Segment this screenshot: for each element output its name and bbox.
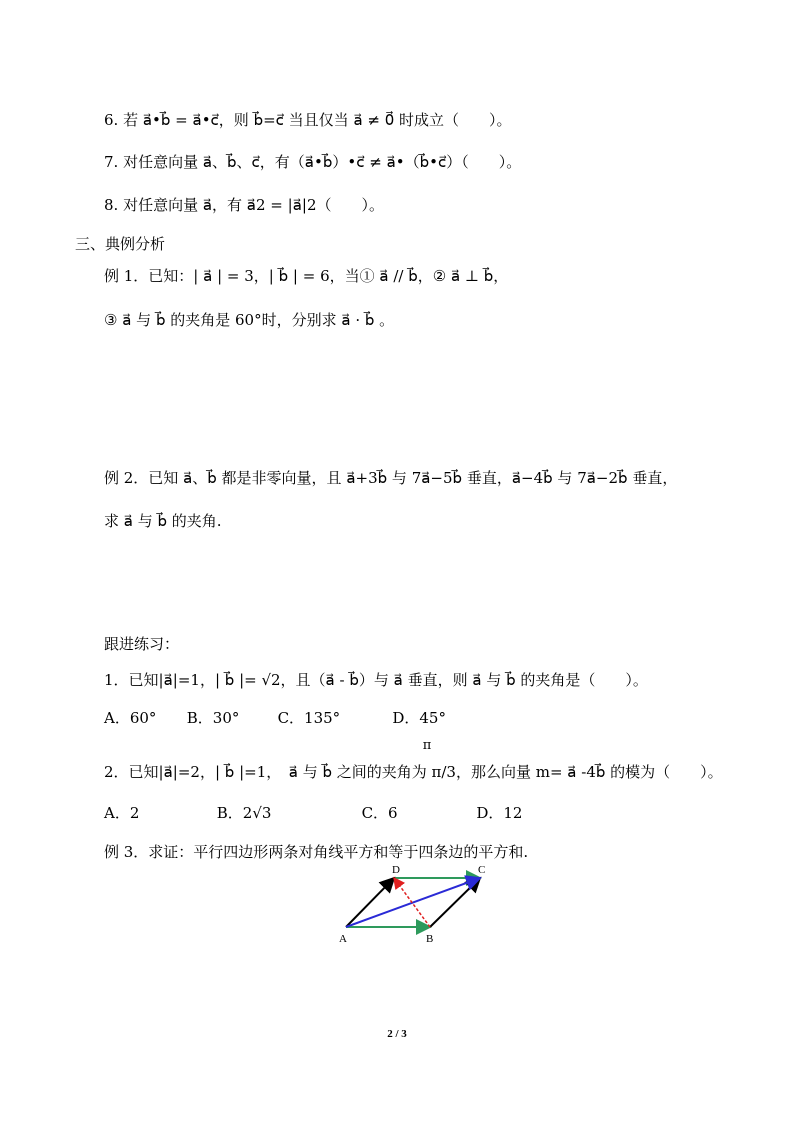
option-d: D．45°	[392, 709, 446, 727]
option-a: A．2	[104, 804, 140, 822]
vector-bc	[430, 878, 480, 927]
section-heading-examples: 三、典例分析	[75, 235, 166, 253]
practice-1-question: 1．已知|a⃗|=1，| b⃗ |= √2，且（a⃗ - b⃗）与 a⃗ 垂直，则 a⃗ 与 b⃗ 的夹角是（ ）。	[104, 671, 648, 689]
example-1-line-1: 例 1．已知：| a⃗ | = 3，| b⃗ | = 6，当① a⃗ // b⃗，② a⃗ ⊥ b⃗，	[104, 267, 509, 285]
fraction-numerator: π	[422, 738, 432, 753]
page-number: 2 / 3	[387, 1028, 407, 1040]
practice-heading: 跟进练习：	[104, 635, 180, 653]
practice-2-question: 2．已知|a⃗|=2，| b⃗ |=1， a⃗ 与 b⃗ 之间的夹角为 π/3，那么向量 m= a⃗ -4b⃗ 的模为（ ）。	[104, 763, 723, 781]
option-a: A．60°	[104, 709, 157, 727]
diagonal-ac	[346, 878, 480, 927]
example-3-text: 例 3．求证：平行四边形两条对角线平方和等于四条边的平方和.	[104, 843, 529, 861]
option-d: D．12	[476, 804, 523, 822]
question-6: 6. 若 a⃗•b⃗ = a⃗•c⃗，则 b⃗=c⃗ 当且仅当 a⃗ ≠ 0⃗ 时成立（ ）。	[104, 111, 512, 129]
option-b: B．30°	[186, 709, 240, 727]
label-b: B	[426, 933, 434, 945]
example-1-line-2: ③ a⃗ 与 b⃗ 的夹角是 60°时，分别求 a⃗ · b⃗ 。	[104, 311, 395, 329]
example-2-line-2: 求 a⃗ 与 b⃗ 的夹角.	[104, 512, 222, 530]
option-c: C．135°	[277, 709, 341, 727]
label-d: D	[392, 864, 400, 876]
parallelogram-diagram	[330, 860, 510, 950]
label-c: C	[478, 864, 486, 876]
practice-2-options	[104, 803, 522, 823]
label-a: A	[339, 933, 347, 945]
practice-1-options	[104, 708, 446, 728]
vector-ad	[346, 878, 394, 927]
option-c: C．6	[361, 804, 398, 822]
example-2-line-1: 例 2．已知 a⃗、b⃗ 都是非零向量，且 a⃗+3b⃗ 与 7a⃗−5b⃗ 垂直，a⃗−4b⃗ 与 7a⃗−2b⃗ 垂直，	[104, 469, 678, 487]
question-7: 7. 对任意向量 a⃗、b⃗、c⃗，有（a⃗•b⃗）•c⃗ ≠ a⃗•（b⃗•c⃗）（ ）。	[104, 153, 522, 171]
diagonal-bd	[394, 878, 430, 927]
question-8: 8. 对任意向量 a⃗，有 a⃗2 = |a⃗|2（ ）。	[104, 196, 384, 214]
option-b: B．2√3	[216, 804, 272, 822]
